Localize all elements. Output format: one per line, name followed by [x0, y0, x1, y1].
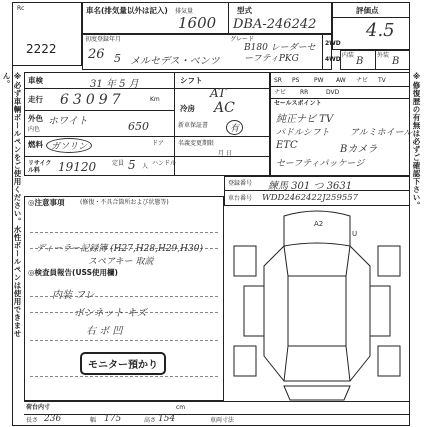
- repair-label: 新車保証書: [178, 122, 209, 129]
- cargo-label: 荷台内寸: [26, 404, 51, 411]
- shift-value: AT: [210, 86, 227, 100]
- inspection-label: 車検: [28, 76, 43, 85]
- interior-label: 内装: [342, 52, 355, 59]
- serial-value: WDD2462422J259557: [262, 193, 359, 203]
- color-label: 外色: [28, 114, 43, 123]
- width-label: 幅: [90, 417, 97, 424]
- notes-line1: ディーラー記録簿 (H27,H28,H29,H30): [36, 244, 203, 254]
- handle-label: ハンドル: [152, 160, 177, 167]
- notes-line2: スペアキー 取説: [88, 257, 154, 267]
- features-header: セールスポイント: [274, 100, 322, 107]
- fuel-label: 燃料: [28, 140, 43, 149]
- notes-title: ◎注意事項: [28, 198, 65, 207]
- exterior-value: B: [392, 56, 400, 67]
- height-value: 154: [158, 414, 176, 424]
- monitor-stamp: モニター預かり: [80, 352, 166, 375]
- make-value: メルセデス・ベンツ: [130, 56, 220, 67]
- inspector-title: ◎検査員報告(USS使用欄): [28, 268, 118, 277]
- length-value: 236: [44, 414, 62, 424]
- height-label: 高さ: [144, 417, 157, 424]
- mileage-value: 63097: [60, 92, 125, 108]
- deadline-value: 月 日: [218, 150, 232, 157]
- capacity-label: 定員: [112, 160, 125, 167]
- inspector-line2: ボンネット キズ: [74, 308, 147, 319]
- width-value: 175: [104, 414, 122, 424]
- feature-item-1: 純正ナビ TV: [276, 114, 334, 125]
- feature-item-4: セーフティパッケージ: [276, 159, 365, 169]
- rc-mark: Rc: [17, 5, 25, 12]
- first-reg-label: 初度登録年月: [85, 36, 122, 43]
- displacement-value: 1600: [178, 14, 217, 32]
- vehicle-name-label: 車名(排気量以外は記入): [86, 6, 168, 15]
- svg-text:U: U: [352, 230, 358, 238]
- feature-opt-8: RR: [300, 89, 309, 96]
- recycle-label: リサイクル料: [28, 160, 52, 174]
- side-note-left: ※必ず車輌ボールペンをご使用ください。水性ボールペンは使用できません。: [2, 72, 22, 338]
- notes-sub: (修復・不具合箇所および状態等): [80, 199, 169, 206]
- shift-label: シフト: [180, 76, 203, 85]
- feature-item-2: パドルシフト: [276, 128, 330, 138]
- exterior-label: 外装: [377, 52, 390, 59]
- first-reg-month: 5: [114, 52, 121, 65]
- interior-color-label: 内色: [28, 126, 41, 133]
- number-value: 練馬 301 つ 3631: [268, 181, 353, 192]
- fuel-value: ガソリン: [46, 138, 92, 153]
- feature-item-2b: アルミホイール: [350, 128, 413, 138]
- model-value: DBA-246242: [233, 17, 317, 32]
- number-label: 登録番号: [228, 180, 253, 187]
- feature-opt-7: ナビ: [274, 89, 287, 96]
- feature-item-3b: Bカメラ: [340, 144, 378, 155]
- serial-label: 車台番号: [228, 195, 253, 202]
- interior-value: B: [356, 56, 364, 67]
- recycle-value: 19120: [58, 160, 97, 174]
- score-value: 4.5: [366, 20, 395, 41]
- inspection-value: 31 年 5 月: [90, 79, 139, 90]
- car-diagram: [224, 206, 410, 401]
- doors-label: ドア: [152, 140, 164, 147]
- feature-opt-9: DVD: [326, 89, 340, 96]
- mileage-label: 走行: [28, 95, 43, 104]
- drive-4wd: 4WD: [325, 56, 341, 63]
- feature-opt-5: ナビ: [356, 77, 369, 84]
- length-label: 長さ: [26, 417, 39, 424]
- feature-opt-3: PW: [314, 77, 324, 84]
- lot-number: 2222: [26, 42, 57, 56]
- repair-value: 有: [226, 120, 243, 135]
- grade-value: B180 レーダーセーフティPKG: [244, 43, 316, 64]
- inspector-line3: 右 ボ 凹: [86, 326, 123, 337]
- mileage-unit: Km: [150, 96, 160, 103]
- color-value: ホワイト: [48, 116, 88, 127]
- color-code: 650: [128, 120, 149, 133]
- feature-opt-2: PS: [292, 77, 300, 84]
- lower-label: 車両寸法: [210, 417, 235, 424]
- feature-opt-4: AW: [336, 77, 346, 84]
- feature-item-3: ETC: [276, 140, 298, 151]
- ac-value: AC: [214, 100, 235, 116]
- score-label: 評価点: [356, 6, 379, 15]
- displacement-label: 排気量: [175, 8, 194, 15]
- grade-label: グレード: [230, 36, 255, 43]
- svg-text:A2: A2: [314, 220, 324, 228]
- capacity-value: 5: [128, 158, 136, 172]
- feature-opt-6: TV: [378, 77, 386, 84]
- feature-opt-1: SR: [274, 77, 282, 84]
- cargo-unit: cm: [176, 404, 186, 411]
- drive-2wd: 2WD: [325, 40, 341, 47]
- inspector-line1: 内装 フレ: [52, 290, 95, 301]
- model-label: 型式: [237, 6, 252, 15]
- side-note-right: ※修復歴の有無は必ずご確認下さい。: [412, 72, 421, 210]
- dealer-label: 名義変更期限: [178, 140, 215, 147]
- capacity-unit: 人: [142, 163, 149, 170]
- first-reg-year: 26: [88, 47, 105, 62]
- ac-label: 冷房: [180, 104, 195, 113]
